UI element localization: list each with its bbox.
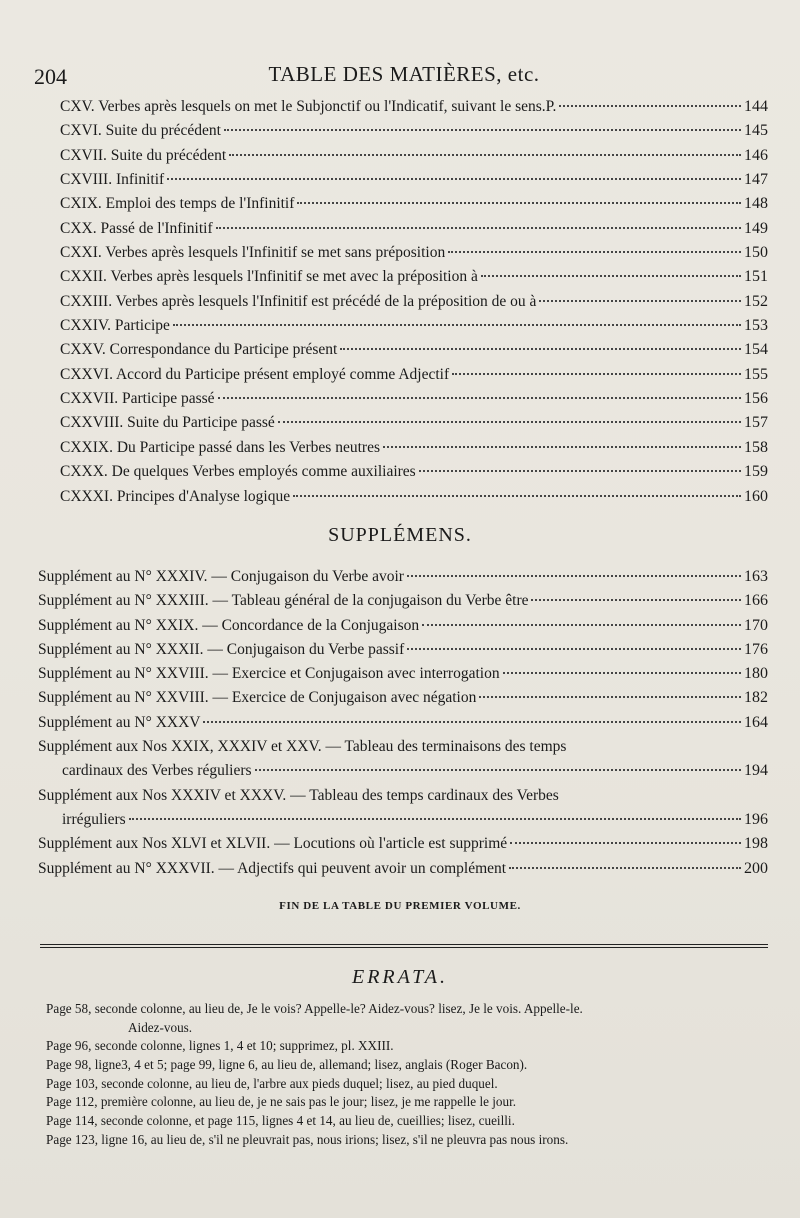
toc-entry-label: CXXXI. Principes d'Analyse logique <box>60 487 291 505</box>
divider-rule <box>40 944 768 945</box>
supplement-entry-continuation-page: 194 <box>744 762 768 780</box>
supplement-entry-continuation-label: cardinaux des Verbes réguliers <box>62 762 252 780</box>
supplement-entry-page: 170 <box>744 616 768 634</box>
toc-entry-label: CXVIII. Infinitif <box>60 171 165 189</box>
toc-entry-page: 149 <box>744 219 768 237</box>
dot-leader <box>531 599 741 601</box>
page-number: 204 <box>34 64 67 89</box>
dot-leader <box>297 202 741 204</box>
toc-entry <box>60 387 768 411</box>
errata-line: Aidez-vous. <box>128 1019 193 1035</box>
toc-entry-page: 160 <box>744 487 768 505</box>
toc-entry-label: CXVI. Suite du précédent <box>60 122 221 140</box>
supplement-entry-label: Supplément au N° XXXVII. — Adjectifs qui peuvent avoir un complément <box>38 859 507 877</box>
dot-leader <box>218 397 741 399</box>
errata-title: ERRATA. <box>352 966 448 988</box>
supplement-entry-continuation <box>38 808 768 832</box>
dot-leader <box>503 672 741 674</box>
supplement-entry-continuation-page: 196 <box>744 810 768 828</box>
toc-entry-page: 144 <box>744 98 768 115</box>
running-title: TABLE DES MATIÈRES, etc. <box>268 62 540 86</box>
supplement-entry-label: Supplément au N° XXVIII. — Exercice et Conjugaison avec interrogation <box>38 665 500 683</box>
toc-entry-page: 145 <box>744 122 768 140</box>
dot-leader <box>539 300 741 302</box>
toc-entry <box>60 168 768 192</box>
toc-entry-label: CXXVIII. Suite du Participe passé <box>60 414 275 432</box>
end-of-table-note: FIN DE LA TABLE DU PREMIER VOLUME. <box>279 900 521 912</box>
supplement-entry <box>38 614 768 638</box>
supplement-entry-page: 182 <box>744 689 768 707</box>
toc-entry-page: 156 <box>744 390 768 408</box>
supplement-entry <box>38 735 768 759</box>
toc-entry <box>60 485 768 509</box>
toc-entry <box>60 338 768 362</box>
supplement-entry <box>38 686 768 710</box>
toc-entry-label: CXXIV. Participe <box>60 317 170 335</box>
supplement-entry-page: 176 <box>744 640 768 658</box>
supplement-entry-page: 163 <box>744 568 768 585</box>
toc-entry-page: 154 <box>744 341 768 359</box>
toc-entry-label: CXXX. De quelques Verbes employés comme auxiliaires <box>60 463 416 481</box>
dot-leader <box>510 842 741 844</box>
table-of-contents <box>60 95 768 509</box>
supplement-entry <box>38 784 768 808</box>
supplement-entry-label: Supplément au N° XXXII. — Conjugaison du Verbe passif <box>38 640 405 658</box>
toc-entry-page: 151 <box>744 268 768 286</box>
dot-leader <box>340 348 741 350</box>
errata-line: Page 96, seconde colonne, lignes 1, 4 et 10; supprimez, pl. XXIII. <box>46 1038 394 1054</box>
toc-entry-label: CXXI. Verbes après lesquels l'Infinitif se met sans préposition <box>60 244 446 262</box>
errata-line: Page 123, ligne 16, au lieu de, s'il ne pleuvrait pas, nous irions; lisez, s'il ne pleuvra pas nous irons. <box>46 1131 569 1147</box>
errata-line: Page 112, première colonne, au lieu de, je ne sais pas le jour; lisez, je me rappelle le jour. <box>46 1094 517 1110</box>
page-header <box>34 62 774 92</box>
errata-line: Page 58, seconde colonne, au lieu de, Je le vois? Appelle-le? Aidez-vous? lisez, Je le vois. Appelle-le. <box>46 1001 583 1016</box>
supplement-entry-label: Supplément aux Nos XXIX, XXXIV et XXV. — Tableau des terminaisons des temps <box>38 738 567 756</box>
toc-entry-label: CXV. Verbes après lesquels on met le Subjonctif ou l'Indicatif, suivant le sens.P. <box>60 98 557 115</box>
dot-leader <box>278 421 741 423</box>
supplement-entry <box>38 589 768 613</box>
dot-leader <box>203 721 741 723</box>
toc-entry <box>60 241 768 265</box>
dot-leader <box>407 575 741 577</box>
supplements-title: SUPPLÉMENS. <box>328 524 472 546</box>
supplement-entry-page: 166 <box>744 592 768 610</box>
errata-line: Page 114, seconde colonne, et page 115, lignes 4 et 14, au lieu de, cueillies; lisez, cueilli. <box>46 1113 515 1129</box>
toc-entry-label: CXIX. Emploi des temps de l'Infinitif <box>60 195 295 213</box>
dot-leader <box>293 495 741 497</box>
dot-leader <box>216 227 741 229</box>
dot-leader <box>173 324 741 326</box>
toc-entry <box>60 436 768 460</box>
toc-entry-label: CXXVII. Participe passé <box>60 390 215 408</box>
dot-leader <box>509 867 741 869</box>
supplement-entry-label: Supplément aux Nos XXXIV et XXXV. — Tableau des temps cardinaux des Verbes <box>38 786 559 804</box>
toc-entry-page: 158 <box>744 438 768 456</box>
dot-leader <box>452 373 741 375</box>
supplement-entry <box>38 638 768 662</box>
dot-leader <box>559 105 741 107</box>
toc-entry-page: 153 <box>744 317 768 335</box>
toc-entry-page: 147 <box>744 171 768 189</box>
errata-line: Page 103, seconde colonne, au lieu de, l'arbre aux pieds duquel; lisez, au pied duquel. <box>46 1075 498 1091</box>
dot-leader <box>167 178 741 180</box>
toc-entry <box>60 192 768 216</box>
toc-entry <box>60 363 768 387</box>
supplement-entry-label: Supplément au N° XXXIII. — Tableau général de la conjugaison du Verbe être <box>38 592 529 610</box>
errata-line: Page 98, ligne3, 4 et 5; page 99, ligne 6, au lieu de, allemand; lisez, anglais (Roger Bacon). <box>46 1057 528 1073</box>
supplement-entry-page: 164 <box>744 713 768 731</box>
toc-entry-label: CXXII. Verbes après lesquels l'Infinitif se met avec la préposition à <box>60 268 478 286</box>
toc-entry <box>60 314 768 338</box>
toc-entry <box>60 217 768 241</box>
dot-leader <box>383 446 741 448</box>
supplement-entry <box>38 662 768 686</box>
dot-leader <box>129 818 741 820</box>
toc-entry-page: 146 <box>744 146 768 164</box>
supplement-entry-page: 198 <box>744 835 768 853</box>
toc-entry <box>60 460 768 484</box>
toc-entry <box>60 290 768 314</box>
toc-entry-page: 152 <box>744 292 768 310</box>
toc-entry-page: 159 <box>744 463 768 481</box>
supplement-entry-label: Supplément au N° XXVIII. — Exercice de Conjugaison avec négation <box>38 689 477 707</box>
supplement-entry <box>38 832 768 856</box>
dot-leader <box>481 275 741 277</box>
supplement-entry-label: Supplément aux Nos XLVI et XLVII. — Locutions où l'article est supprimé <box>38 835 508 853</box>
supplement-entry-continuation-label: irréguliers <box>62 810 126 828</box>
toc-entry-label: CXXIX. Du Participe passé dans les Verbes neutres <box>60 438 380 456</box>
supplement-entry <box>38 857 768 881</box>
toc-entry <box>60 95 768 119</box>
toc-entry-label: CXXV. Correspondance du Participe présent <box>60 341 338 359</box>
supplement-entry <box>38 711 768 735</box>
dot-leader <box>229 154 741 156</box>
supplement-entry-label: Supplément au N° XXIX. — Concordance de la Conjugaison <box>38 616 420 634</box>
divider-rule <box>40 947 768 948</box>
dot-leader <box>419 470 741 472</box>
toc-entry-label: CXVII. Suite du précédent <box>60 146 227 164</box>
toc-entry <box>60 144 768 168</box>
toc-entry-label: CXXVI. Accord du Participe présent employé comme Adjectif <box>60 365 450 383</box>
toc-entry-label: CXX. Passé de l'Infinitif <box>60 219 213 237</box>
toc-entry <box>60 265 768 289</box>
toc-entry <box>60 411 768 435</box>
toc-entry <box>60 119 768 143</box>
dot-leader <box>255 769 741 771</box>
toc-entry-label: CXXIII. Verbes après lesquels l'Infinitif est précédé de la préposition de ou à <box>60 292 537 310</box>
supplement-entry-page: 180 <box>744 665 768 683</box>
dot-leader <box>224 129 741 131</box>
dot-leader <box>479 696 741 698</box>
dot-leader <box>448 251 741 253</box>
toc-entry-page: 150 <box>744 244 768 262</box>
toc-entry-page: 155 <box>744 365 768 383</box>
supplement-entry-label: Supplément au N° XXXV <box>38 713 201 731</box>
toc-entry-page: 157 <box>744 414 768 432</box>
errata-list <box>46 1000 776 1150</box>
dot-leader <box>407 648 741 650</box>
supplements-list <box>38 565 768 881</box>
toc-entry-page: 148 <box>744 195 768 213</box>
supplement-entry-continuation <box>38 759 768 783</box>
supplement-entry-page: 200 <box>744 859 768 877</box>
dot-leader <box>422 624 741 626</box>
supplement-entry <box>38 565 768 589</box>
supplement-entry-label: Supplément au N° XXXIV. — Conjugaison du Verbe avoir <box>38 568 404 585</box>
